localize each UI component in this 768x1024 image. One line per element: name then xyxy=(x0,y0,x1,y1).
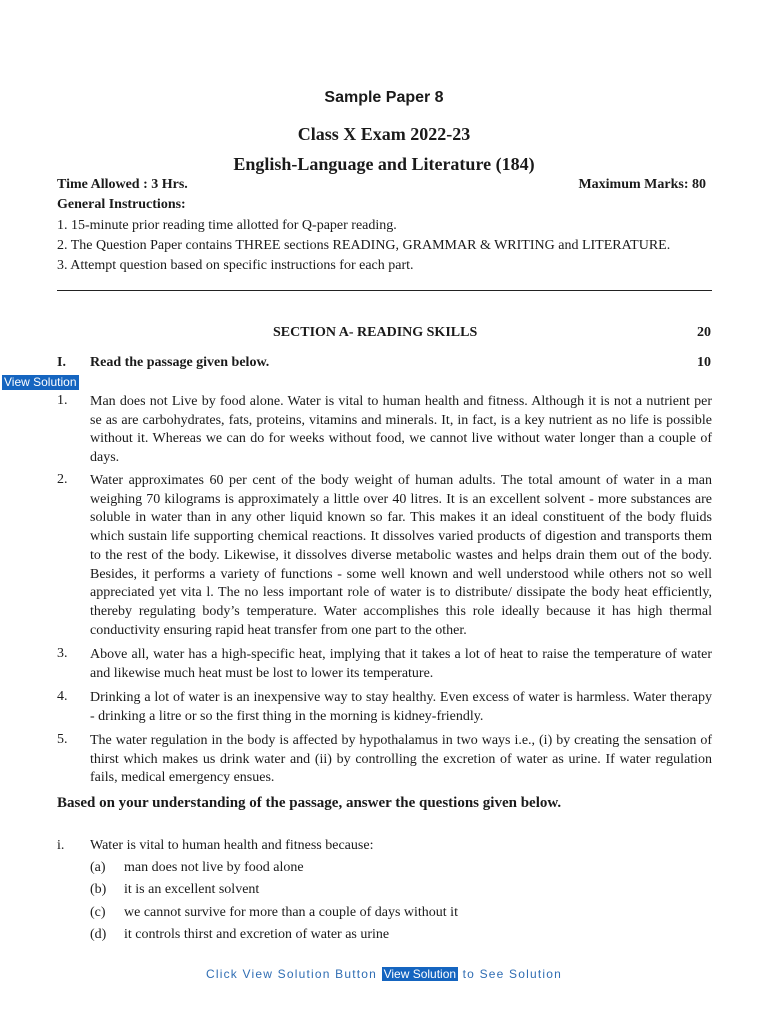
passage-paragraph: The water regulation in the body is affected by hypothalamus in two ways i.e., (i) by creating the sensation of thirst which makes us drink water and (ii) by controlling the excretion of water as urine. If water regulation fails, medical emergency ensues. xyxy=(90,733,712,786)
option-text: it is an excellent solvent xyxy=(124,882,260,897)
question-marks: 10 xyxy=(697,355,711,370)
option-letter: (b) xyxy=(90,882,107,897)
view-solution-button-footer[interactable]: View Solution xyxy=(383,967,457,981)
section-marks: 20 xyxy=(697,325,711,340)
option-text: man does not live by food alone xyxy=(124,860,304,875)
time-allowed: Time Allowed : 3 Hrs. xyxy=(57,177,188,192)
paper-title: Sample Paper 8 xyxy=(324,89,444,106)
footer-hint xyxy=(0,967,768,982)
passage-paragraph: Man does not Live by food alone. Water is vital to human health and fitness. Although it is not a nutrient per se as are carbohydrates, fats, proteins, vitamins and minerals. It, in fact, is a key nutrient as no life is possible without it. Whereas we can do for weeks without food, we cannot live without water longer than a couple of days. xyxy=(90,394,712,466)
paragraph-number: 2. xyxy=(57,472,68,487)
passage-paragraph: Water approximates 60 per cent of the body weight of human adults. The total amount of water in a man weighing 70 kilograms is approximately a little over 40 litres. It is an excellent solvent - more substances are soluble in water than in any other liquid known so far. This makes it an ideal constituent of the body fluids which sustain life supporting chemical reactions. It dissolves varied products of digestion and transports them to the rest of the body. Likewise, it dissolves diverse metabolic wastes and helps drain them out of the body. Besides, it performs a variety of functions - some well known and well understood while others not so well appreciated yet vita l. The no less important role of water is to distribute/ dissipate the body heat efficiently, thereby regulating body’s temperature. Water accomplishes this role ideally because it has high thermal conductivity ensuring rapid heat transfer from one part to the other. xyxy=(90,473,712,638)
option-text: it controls thirst and excretion of water as urine xyxy=(124,927,390,942)
instruction-item: 2. The Question Paper contains THREE sections READING, GRAMMAR & WRITING and LITERATURE. xyxy=(57,238,671,253)
passage-paragraph: Above all, water has a high-specific heat, implying that it takes a lot of heat to raise the temperature of water and likewise much heat must be lost to lower its temperature. xyxy=(90,647,712,681)
section-title: SECTION A- READING SKILLS xyxy=(273,325,478,340)
paragraph-number: 3. xyxy=(57,646,68,661)
sub-question-number: i. xyxy=(57,838,65,853)
option-text: we cannot survive for more than a couple of days without it xyxy=(124,905,458,920)
footer-suffix: to See Solution xyxy=(462,967,563,981)
general-instructions-heading: General Instructions: xyxy=(57,197,186,212)
option-letter: (c) xyxy=(90,905,106,920)
answer-prompt: Based on your understanding of the passage, answer the questions given below. xyxy=(57,795,562,811)
view-solution-button[interactable]: View Solution xyxy=(4,375,77,389)
instruction-item: 1. 15-minute prior reading time allotted for Q-paper reading. xyxy=(57,218,397,233)
question-number: I. xyxy=(57,355,66,370)
instruction-item: 3. Attempt question based on specific instructions for each part. xyxy=(57,258,414,273)
class-title: Class X Exam 2022-23 xyxy=(297,124,471,144)
divider xyxy=(57,290,712,291)
footer-prefix: Click View Solution Button xyxy=(205,967,378,981)
sub-question-text: Water is vital to human health and fitness because: xyxy=(90,838,374,853)
paragraph-number: 5. xyxy=(57,732,68,747)
subject-title: English-Language and Literature (184) xyxy=(233,154,535,174)
maximum-marks: Maximum Marks: 80 xyxy=(578,177,706,192)
passage-paragraph: Drinking a lot of water is an inexpensive way to stay healthy. Even excess of water is harmless. Water therapy - drinking a litre or so the first thing in the morning is kidney-friendly. xyxy=(90,690,712,724)
option-letter: (d) xyxy=(90,927,107,942)
option-letter: (a) xyxy=(90,860,106,875)
paragraph-number: 1. xyxy=(57,393,68,408)
question-text: Read the passage given below. xyxy=(90,355,270,370)
paragraph-number: 4. xyxy=(57,689,68,704)
